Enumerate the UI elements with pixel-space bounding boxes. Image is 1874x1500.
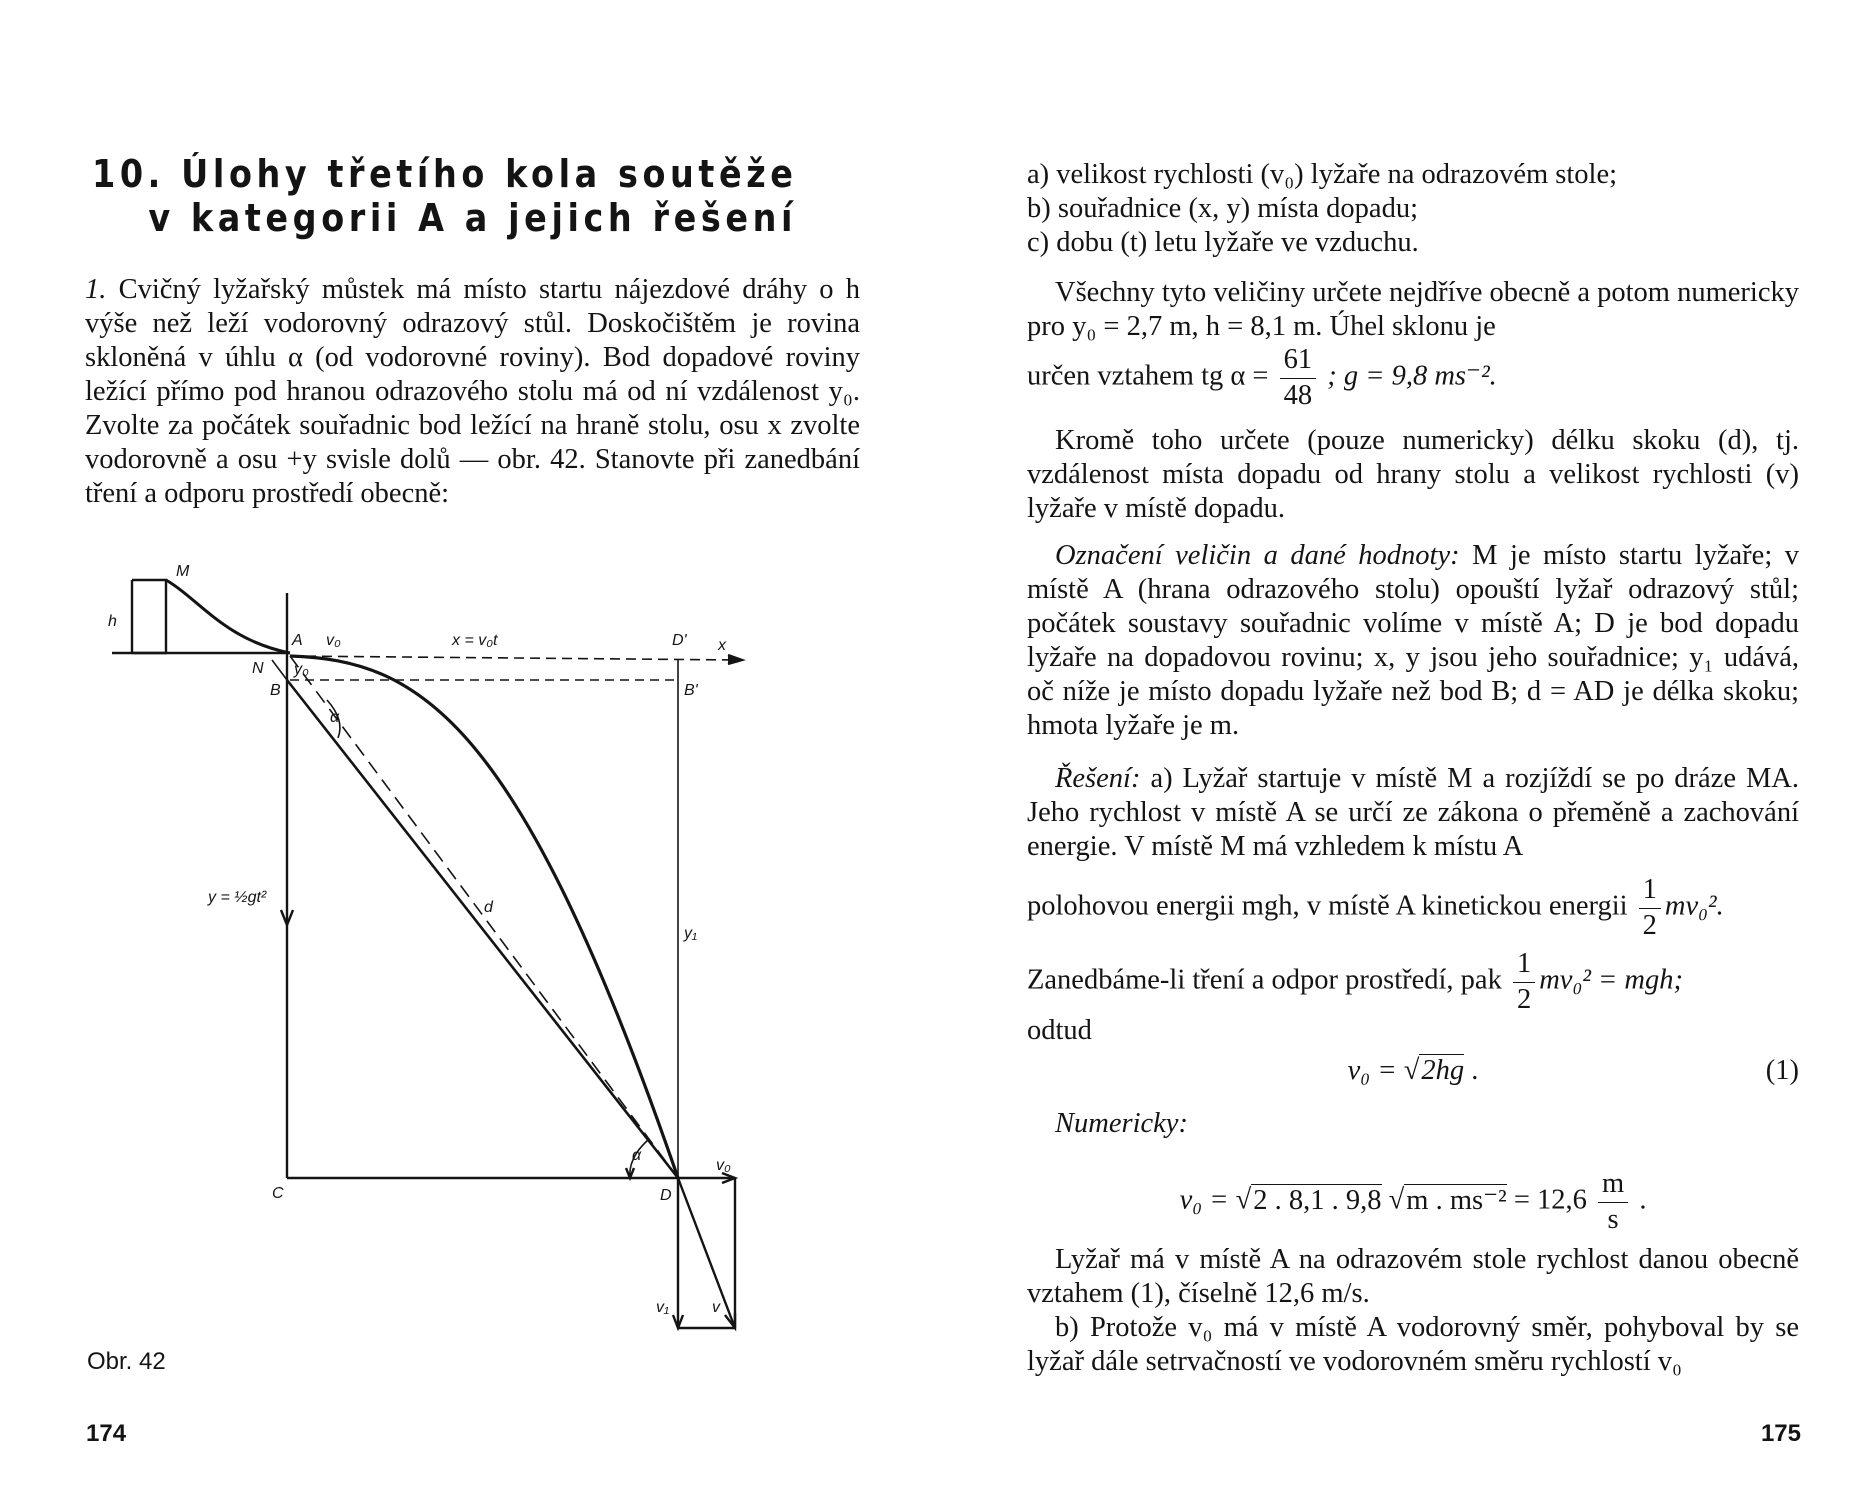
label-B: B xyxy=(270,682,281,699)
label-x-eq: x = v₀t xyxy=(452,632,498,649)
height-box xyxy=(132,580,166,653)
n-tick xyxy=(272,660,287,680)
label-alpha-top: α xyxy=(330,709,340,726)
landing-slope xyxy=(287,680,678,1178)
label-v1: v₁ xyxy=(656,1299,670,1316)
odtud-line: odtud xyxy=(1027,1015,1092,1046)
numericky-label: Numericky: xyxy=(1055,1108,1188,1139)
task-list xyxy=(1027,158,1799,260)
right-page xyxy=(937,0,1874,1500)
x-axis xyxy=(290,656,740,660)
label-D: D xyxy=(660,1187,672,1204)
list-item: b) souřadnice (x, y) místa dopadu; xyxy=(1027,193,1418,224)
label-alpha-bottom: α xyxy=(632,1147,642,1164)
paragraph-values: Všechny tyto veličiny určete nejdříve obecně a potom numericky pro y₀ = 2,7 m, h = 8,1 m. Úhel sklonu je xyxy=(1027,277,1799,342)
page-number-right: 175 xyxy=(1760,1420,1801,1447)
jump-length-line xyxy=(290,656,678,1178)
paragraph-additional: Kromě toho určete (pouze numericky) délku skoku (d), tj. vzdálenost místa dopadu od hrany stolu a velikost rychlosti (v) lyžaře v místě dopadu. xyxy=(1027,425,1799,524)
paragraph-solution: Řešení: a) Lyžař startuje v místě M a rozjíždí se po dráze MA. Jeho rychlost v místě A se určí ze zákona o přeměně a zachování energie. V místě M má vzhledem k místu A xyxy=(1027,763,1799,862)
inrun-curve xyxy=(166,580,290,653)
label-Dprime: D' xyxy=(672,632,687,649)
x-axis-arrow xyxy=(728,655,742,664)
problem-number: 1. xyxy=(85,274,107,305)
paragraph-notation: Označení veličin a dané hodnoty: M je místo startu lyžaře; v místě A (hrana odrazového stolu) opouští lyžař odrazový stůl; počátek soustavy souřadnic volíme v místě A; D je bod dopadu lyžaře na dopadovou rovinu; x, y jsou jeho souřadnice; y₁ udává, oč níže je místo dopadu lyžaře než bod B; d = AD je délka skoku; hmota lyžaře je m. xyxy=(1027,540,1799,741)
energy-equation-line: Zanedbáme-li tření a odpor prostředí, pak $\frac{1}{2}$ mv₀² = mgh; xyxy=(1027,948,1683,1015)
label-d: d xyxy=(484,899,493,916)
label-y0: y₀ xyxy=(294,661,309,678)
label-h: h xyxy=(108,613,117,630)
list-item: a) velikost rychlosti (v₀) lyžaře na odrazovém stole; xyxy=(1027,159,1618,190)
label-v0-bottom: v₀ xyxy=(716,1157,731,1174)
label-N: N xyxy=(252,660,264,677)
fraction-61-48: $\frac{61}{48}$ xyxy=(1280,346,1317,410)
equation-2: v₀ = √2 . 8,1 . 9,8 √m . ms⁻² = 12,6 $\frac{m}{s}$ . xyxy=(1179,1168,1647,1235)
label-C: C xyxy=(272,1185,284,1202)
heading-line-1: 10. Úlohy třetího kola soutěže xyxy=(92,152,798,196)
label-A: A xyxy=(292,632,303,649)
page-number-left: 174 xyxy=(86,1420,127,1447)
angle-equation: určen vztahem tg α = $\frac{61}{48}$ ; g = 9,8 ms⁻². xyxy=(1027,344,1497,411)
label-M: M xyxy=(176,563,190,580)
heading-line-2: v kategorii A a jejich řešení xyxy=(148,196,798,240)
label-x: x xyxy=(718,637,726,654)
v-vector xyxy=(678,1178,735,1328)
list-item: c) dobu (t) letu lyžaře ve vzduchu. xyxy=(1027,227,1419,258)
paragraph-result: Lyžař má v místě A na odrazovém stole rychlost danou obecně vztahem (1), číselně 12,6 m/s. xyxy=(1027,1244,1799,1309)
equation-number: (1) xyxy=(1765,1055,1799,1086)
label-v0: v₀ xyxy=(326,632,341,649)
kinetic-energy-line: polohovou energii mgh, v místě A kinetickou energii $\frac{1}{2}$ mv₀². xyxy=(1027,874,1724,941)
label-Bprime: B' xyxy=(684,682,698,699)
paragraph-b: b) Protože v₀ má v místě A vodorovný směr, pohyboval by se lyžař dále setrvačností ve vodorovném směru rychlostí v₀ xyxy=(1027,1312,1799,1377)
label-y-eq: y = ½gt² xyxy=(208,889,267,906)
label-y1: y₁ xyxy=(684,925,698,942)
figure-caption: Obr. 42 xyxy=(87,1348,166,1375)
problem-text: Cvičný lyžařský můstek má místo startu nájezdové dráhy o h výše než leží vodorovný odrazový stůl. Doskočištěm je rovina skloněná v úhlu α (od vodorovné roviny). Bod dopadové roviny ležící přímo pod hranou odrazového stolu má od ní vzdálenost y₀. Zvolte za počátek souřadnic bod ležící na hraně stolu, osu x zvolte vodorovně a osu +y svisle dolů — obr. 42. Stanovte při zanedbání tření a odporu prostředí obecně: xyxy=(85,274,860,509)
label-v: v xyxy=(712,1299,720,1316)
equation-1: v₀ = √2hg . (1) xyxy=(1347,1055,1799,1086)
